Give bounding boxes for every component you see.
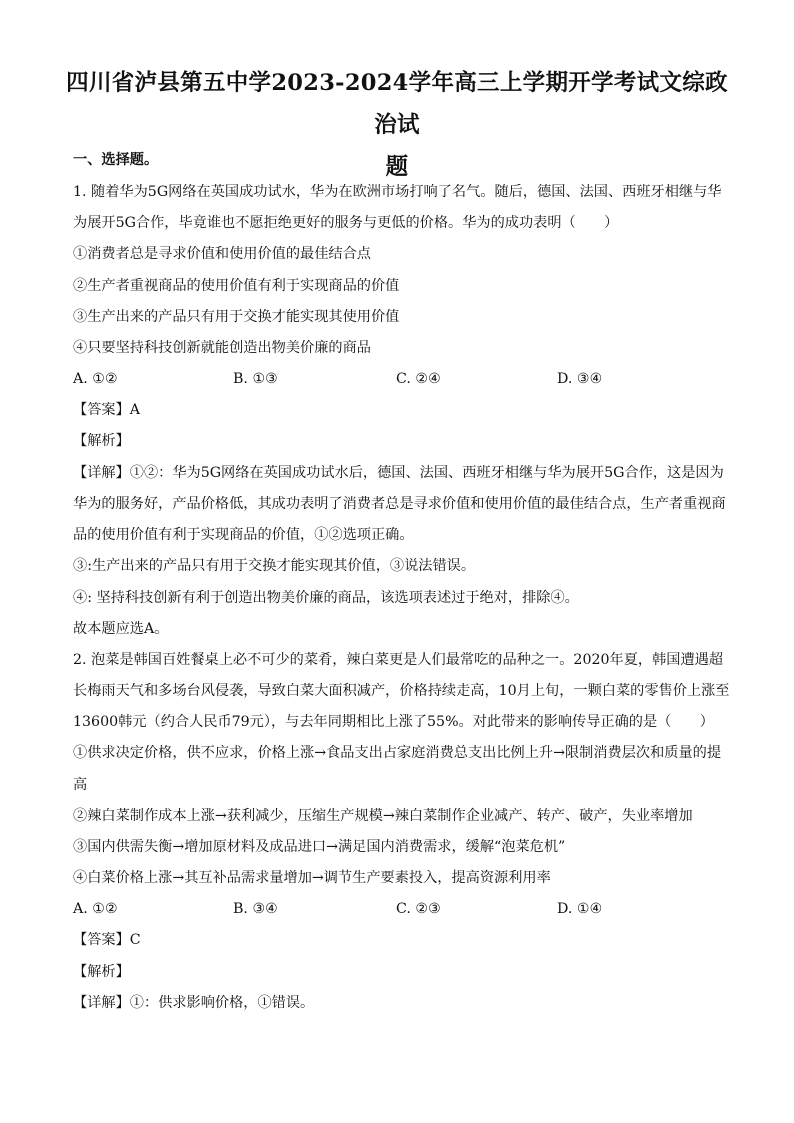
q1-stem-line-2: 为展开5G合作，毕竟谁也不愿拒绝更好的服务与更低的价格。华为的成功表明（ ） (73, 215, 619, 231)
q2-statement-3: ③国内供需失衡→增加原材料及成品进口→满足国内消费需求，缓解“泡菜危机” (73, 839, 566, 855)
q2-stem-line-1: 2. 泡菜是韩国百姓餐桌上必不可少的菜肴，辣白菜更是人们最常吃的品种之一。2020年夏，韩国遭遇超 (73, 652, 724, 668)
q2-option-a: A. ①② (73, 901, 118, 917)
q1-statement-3: ③生产出来的产品只有用于交换才能实现其使用价值 (73, 309, 400, 325)
q1-statement-2: ②生产者重视商品的使用价值有利于实现商品的价值 (73, 278, 400, 294)
q2-option-d: D. ①④ (557, 901, 603, 917)
q1-detail-line-3: 品的使用价值有利于实现商品的价值，①②选项正确。 (73, 527, 414, 543)
title-line-2: 题 (385, 154, 409, 180)
q1-detail-line-5: ④: 坚持科技创新有利于创造出物美价廉的商品，该选项表述过于绝对，排除④。 (73, 590, 579, 606)
q1-statement-4: ④只要坚持科技创新就能创造出物美价廉的商品 (73, 340, 371, 356)
q2-answer: 【答案】C (73, 932, 141, 948)
q1-option-b: B. ①③ (233, 371, 278, 387)
q1-answer: 【答案】A (73, 402, 140, 418)
q2-stem-line-2: 长梅雨天气和多场台风侵袭，导致白菜大面积减产，价格持续走高，10月上旬，一颗白菜的零售价上涨至 (73, 683, 730, 699)
q1-detail-line-6: 故本题应选A。 (73, 621, 169, 637)
q2-option-b: B. ③④ (233, 901, 278, 917)
q2-option-c: C. ②③ (396, 901, 441, 917)
section-heading: 一、选择题。 (73, 152, 159, 168)
q2-analysis-label: 【解析】 (73, 964, 130, 980)
q2-stem-line-3: 13600韩元（约合人民币79元），与去年同期相比上涨了55%。对此带来的影响传导正确的是（ ） (73, 714, 714, 730)
q1-detail-line-4: ③:生产出来的产品只有用于交换才能实现其价值，③说法错误。 (73, 558, 476, 574)
q1-option-d: D. ③④ (557, 371, 603, 387)
q1-detail-line-1: 【详解】①②：华为5G网络在英国成功试水后，德国、法国、西班牙相继与华为展开5G合作，这是因为 (73, 465, 724, 481)
q2-statement-4: ④白菜价格上涨→其互补品需求量增加→调节生产要素投入，提高资源利用率 (73, 870, 551, 886)
q1-option-a: A. ①② (73, 371, 118, 387)
q1-option-c: C. ②④ (396, 371, 441, 387)
q2-detail-line-1: 【详解】①：供求影响价格，①错误。 (73, 995, 315, 1011)
q1-detail-line-2: 华为的服务好，产品价格低，其成功表明了消费者总是寻求价值和使用价值的最佳结合点，生产者重视商 (73, 496, 726, 512)
document-title (60, 62, 734, 188)
title-line-1: 四川省泸县第五中学2023-2024学年高三上学期开学考试文综政治试 (66, 70, 728, 138)
q2-statement-2: ②辣白菜制作成本上涨→获利减少，压缩生产规模→辣白菜制作企业减产、转产、破产，失业率增加 (73, 808, 693, 824)
q2-statement-1-line-1: ①供求决定价格，供不应求，价格上涨→食品支出占家庭消费总支出比例上升→限制消费层次和质量的提 (73, 745, 722, 761)
q1-statement-1: ①消费者总是寻求价值和使用价值的最佳结合点 (73, 246, 371, 262)
q1-stem-line-1: 1. 随着华为5G网络在英国成功试水，华为在欧洲市场打响了名气。随后，德国、法国、西班牙相继与华 (73, 184, 722, 200)
q1-analysis-label: 【解析】 (73, 433, 130, 449)
q2-statement-1-line-2: 高 (73, 777, 88, 793)
